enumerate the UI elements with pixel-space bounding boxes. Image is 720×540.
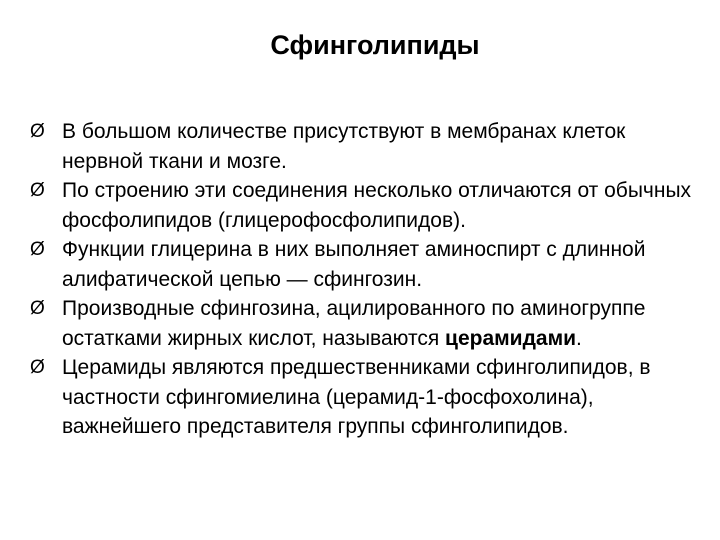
bullet-item [30, 353, 700, 442]
bullet-text-part: Производные сфингозина, ацилированного по аминогруппе остатками жирных кислот, называются [62, 297, 646, 350]
arrow-bullet-icon: Ø [30, 121, 45, 142]
bullet-item [30, 235, 700, 294]
bullet-list [30, 117, 700, 442]
bullet-item [30, 176, 700, 235]
arrow-bullet-icon: Ø [30, 357, 45, 378]
arrow-bullet-icon: Ø [30, 180, 45, 201]
bullet-text: По строению эти соединения несколько отличаются от обычных фосфолипидов (глицерофосфолипидов). [62, 179, 692, 232]
bullet-item [30, 294, 700, 353]
bullet-text-part: . [576, 326, 582, 350]
arrow-bullet-icon: Ø [30, 239, 45, 260]
bullet-item [30, 117, 700, 176]
arrow-bullet-icon: Ø [30, 298, 45, 319]
bullet-text: В большом количестве присутствуют в мембранах клеток нервной ткани и мозге. [62, 120, 626, 173]
bullet-text: Функции глицерина в них выполняет аминоспирт с длинной алифатической цепью — сфингозин. [62, 238, 646, 291]
bold-term: церамидами [445, 326, 577, 350]
bullet-text: Церамиды являются предшественниками сфинголипидов, в частности сфингомиелина (церамид-1-фосфохолина), важнейшего представителя группы сфинголипидов. [62, 356, 651, 438]
bullet-text [62, 297, 645, 350]
slide-title: Сфинголипиды [270, 30, 480, 60]
